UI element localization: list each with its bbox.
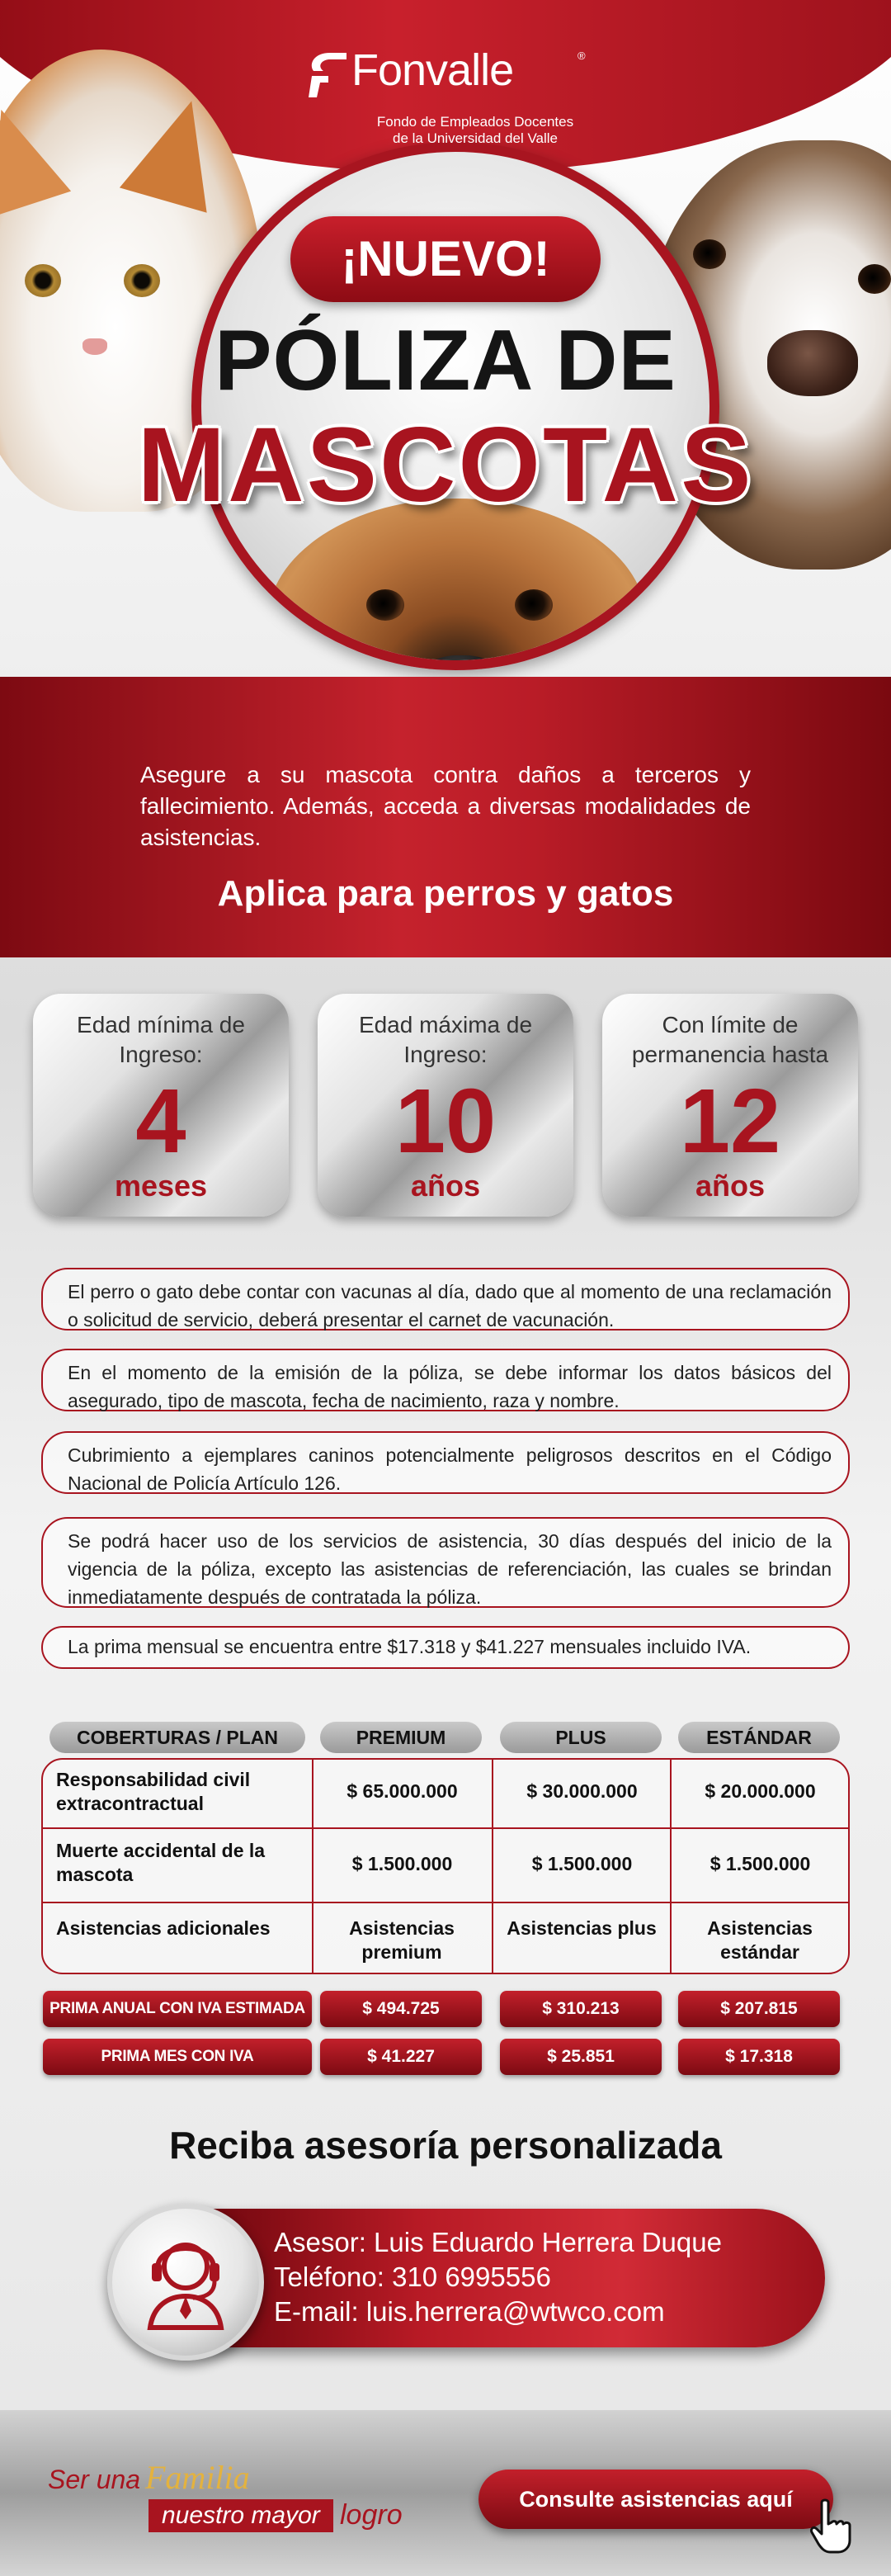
note-assistance-waiting: Se podrá hacer uso de los servicios de asistencia, 30 días después del inicio de la vigencia de la póliza, excepto las asistencias de referenciación, las cuales se brindan inmediatamente después de contratada la póliza. [41, 1517, 850, 1608]
apply-text: Aplica para perros y gatos [217, 873, 674, 914]
prima-monthly-premium: $ 41.227 [320, 2039, 482, 2075]
cell-value: $ 1.500.000 [531, 1853, 633, 1874]
row-label: Muerte accidental de la mascota [56, 1840, 266, 1885]
hand-pointer-icon [807, 2498, 856, 2555]
brand-subtitle: Fondo de Empleados Docentes [376, 114, 574, 130]
table-header-standard: ESTÁNDAR [678, 1722, 840, 1753]
card-unit: años [695, 1169, 766, 1203]
prima-annual-standard: $ 207.815 [678, 1991, 840, 2027]
advisor-name: Asesor: Luis Eduardo Herrera Duque [274, 2227, 722, 2257]
prima-annual-label: PRIMA ANUAL CON IVA ESTIMADA [43, 1991, 312, 2027]
card-label: Con límite de permanencia hasta [631, 1012, 829, 1067]
spaniel-eye [693, 239, 726, 269]
age-card-limit [602, 994, 858, 1217]
card-label: Edad máxima de Ingreso: [358, 1012, 533, 1067]
card-unit: años [410, 1169, 481, 1203]
prima-monthly-standard: $ 17.318 [678, 2039, 840, 2075]
cat-eye [124, 264, 160, 297]
card-label: Edad mínima de Ingreso: [77, 1012, 245, 1067]
card-value: 4 [135, 1071, 186, 1172]
cell-value: $ 65.000.000 [346, 1780, 458, 1802]
dog-nose [416, 655, 507, 670]
dog-eye [366, 589, 404, 621]
table-header-premium: PREMIUM [320, 1722, 482, 1753]
consult-assistance-button[interactable]: Consulte asistencias aquí [478, 2470, 833, 2529]
cell-value: Asistencias estándar [707, 1917, 813, 1963]
card-value: 10 [394, 1071, 497, 1172]
coverage-table [41, 1758, 850, 1974]
page-title-line2: MASCOTAS [137, 406, 754, 524]
cell-value: $ 30.000.000 [526, 1780, 638, 1802]
note-vaccines: El perro o gato debe contar con vacunas al día, dado que al momento de una reclamación o solicitud de servicio, deberá presentar el carnet de vacunación. [41, 1268, 850, 1331]
age-cards [33, 994, 858, 1217]
advisor-phone[interactable]: Teléfono: 310 6995556 [274, 2262, 551, 2292]
age-card-min [33, 994, 289, 1217]
cell-value: Asistencias plus [507, 1917, 657, 1939]
fonvalle-logo-mark-icon [305, 50, 350, 99]
spaniel-eye [858, 264, 891, 294]
row-label: Responsabilidad civil extracontractual [56, 1769, 251, 1814]
note-basic-data: En el momento de la emisión de la póliza, se debe informar los datos básicos del asegurado, tipo de mascota, fecha de nacimiento, raza y nombre. [41, 1349, 850, 1411]
age-card-max [318, 994, 573, 1217]
slogan-part2: nuestro mayor [148, 2499, 333, 2532]
hero-description: Asegure a su mascota contra daños a terceros y fallecimiento. Además, acceda a diversas modalidades de asistencias. [140, 762, 751, 850]
cell-value: $ 1.500.000 [710, 1853, 811, 1874]
card-unit: meses [114, 1169, 208, 1203]
slogan-part1: Ser una [48, 2465, 141, 2494]
advisor-avatar [107, 2204, 264, 2361]
table-header-plus: PLUS [500, 1722, 662, 1753]
advisor-section-title: Reciba asesoría personalizada [169, 2124, 722, 2167]
dog-eye [515, 589, 553, 621]
prima-monthly-plus: $ 25.851 [500, 2039, 662, 2075]
new-badge: ¡NUEVO! [290, 216, 601, 302]
headset-advisor-icon [112, 2209, 259, 2356]
prima-annual-plus: $ 310.213 [500, 1991, 662, 2027]
hero-banner [0, 0, 891, 957]
cell-value: $ 20.000.000 [705, 1780, 816, 1802]
page-title-line1: PÓLIZA DE [214, 313, 676, 409]
advisor-email[interactable]: E-mail: luis.herrera@wtwco.com [274, 2296, 665, 2327]
note-dangerous-breeds: Cubrimiento a ejemplares caninos potencialmente peligrosos descritos en el Código Nacional de Policía Artículo 126. [41, 1431, 850, 1494]
prima-annual-premium: $ 494.725 [320, 1991, 482, 2027]
slogan-family: Familia [145, 2459, 250, 2496]
cat-eye [25, 264, 61, 297]
brand-subtitle: de la Universidad del Valle [392, 130, 559, 146]
slogan-part3: logro [340, 2499, 403, 2531]
note-premium-range: La prima mensual se encuentra entre $17.318 y $41.227 mensuales incluido IVA. [41, 1626, 850, 1669]
brand-name: Fonvalle [351, 45, 514, 95]
card-value: 12 [679, 1071, 781, 1172]
cell-value: Asistencias premium [349, 1917, 455, 1963]
prima-monthly-label: PRIMA MES CON IVA [43, 2039, 312, 2075]
row-label: Asistencias adicionales [56, 1917, 271, 1939]
fonvalle-logo [305, 45, 602, 152]
brand-reg-mark: ® [578, 50, 586, 62]
cell-value: $ 1.500.000 [351, 1853, 453, 1874]
table-header-coverage: COBERTURAS / PLAN [50, 1722, 305, 1753]
